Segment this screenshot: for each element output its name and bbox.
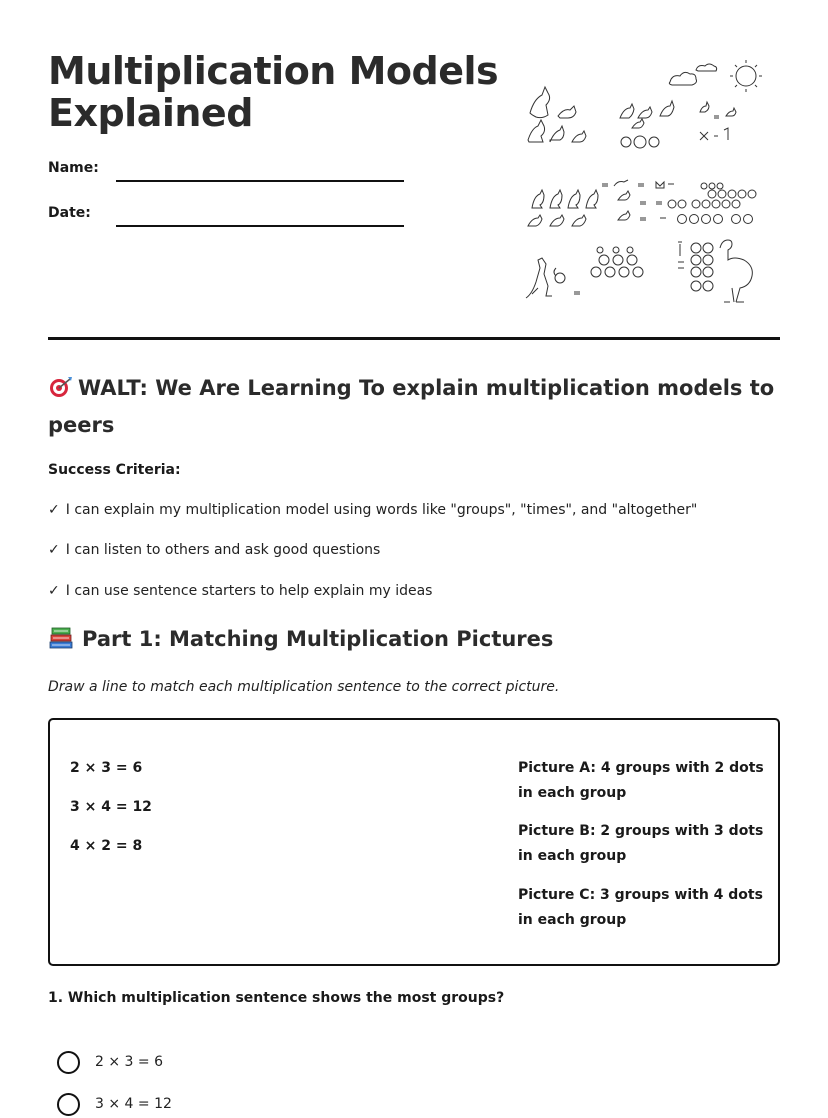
counting-dots-icon — [602, 180, 756, 224]
section-divider — [48, 337, 780, 340]
target-icon — [48, 376, 74, 398]
walt-heading — [48, 370, 788, 444]
name-field — [48, 160, 408, 184]
option-label: 3 × 4 = 12 — [95, 1096, 172, 1112]
walt-text: WALT: We Are Learning To explain multiplication models to peers — [48, 376, 775, 437]
kangaroo-with-ball-icon — [526, 258, 580, 298]
check-icon: ✓ — [48, 502, 60, 518]
criteria-item — [48, 502, 788, 518]
date-write-line[interactable] — [116, 225, 404, 227]
equation-item[interactable]: 4 × 2 = 8 — [70, 838, 143, 854]
picture-item[interactable]: Picture C: 3 groups with 4 dots in each group — [518, 887, 763, 928]
sun-icon — [730, 60, 762, 92]
name-write-line[interactable] — [116, 180, 404, 182]
criteria-text: I can use sentence starters to help explain my ideas — [65, 583, 433, 599]
check-icon: ✓ — [48, 583, 60, 599]
radio-button[interactable] — [57, 1093, 80, 1116]
page-title: Multiplication Models Explained — [48, 49, 499, 135]
criteria-item — [48, 583, 788, 599]
counting-dots-icon — [591, 247, 643, 277]
question-1-text: 1. Which multiplication sentence shows the most groups? — [48, 990, 505, 1006]
criteria-text: I can listen to others and ask good questions — [65, 542, 381, 558]
picture-item[interactable]: Picture B: 2 groups with 3 dots in each group — [518, 823, 764, 864]
picture-item[interactable]: Picture A: 4 groups with 2 dots in each group — [518, 760, 764, 801]
name-label: Name: — [48, 160, 99, 176]
date-field — [48, 205, 408, 229]
equation-item[interactable]: 3 × 4 = 12 — [70, 799, 152, 815]
cloud-icon — [669, 64, 716, 85]
part1-instructions: Draw a line to match each multiplication sentence to the correct picture. — [48, 679, 560, 695]
check-icon: ✓ — [48, 542, 60, 558]
kangaroo-group-icon — [620, 101, 674, 148]
emu-icon — [678, 240, 752, 302]
criteria-item — [48, 542, 788, 558]
part1-heading — [48, 626, 553, 651]
equation-item[interactable]: 2 × 3 = 6 — [70, 760, 143, 776]
criteria-text: I can explain my multiplication model using words like "groups", "times", and "altogether" — [65, 502, 698, 518]
date-label: Date: — [48, 205, 91, 221]
multiplication-sign-icon — [700, 102, 736, 140]
books-icon — [48, 626, 74, 650]
kangaroo-group-icon — [528, 87, 586, 142]
part1-title: Part 1: Matching Multiplication Pictures — [82, 627, 554, 651]
matching-box — [48, 718, 780, 966]
kangaroo-emu-counting-illustration — [520, 58, 770, 308]
success-criteria-title: Success Criteria: — [48, 462, 181, 478]
radio-button[interactable] — [57, 1051, 80, 1074]
option-label: 2 × 3 = 6 — [95, 1054, 163, 1070]
kangaroo-group-icon — [528, 190, 598, 226]
